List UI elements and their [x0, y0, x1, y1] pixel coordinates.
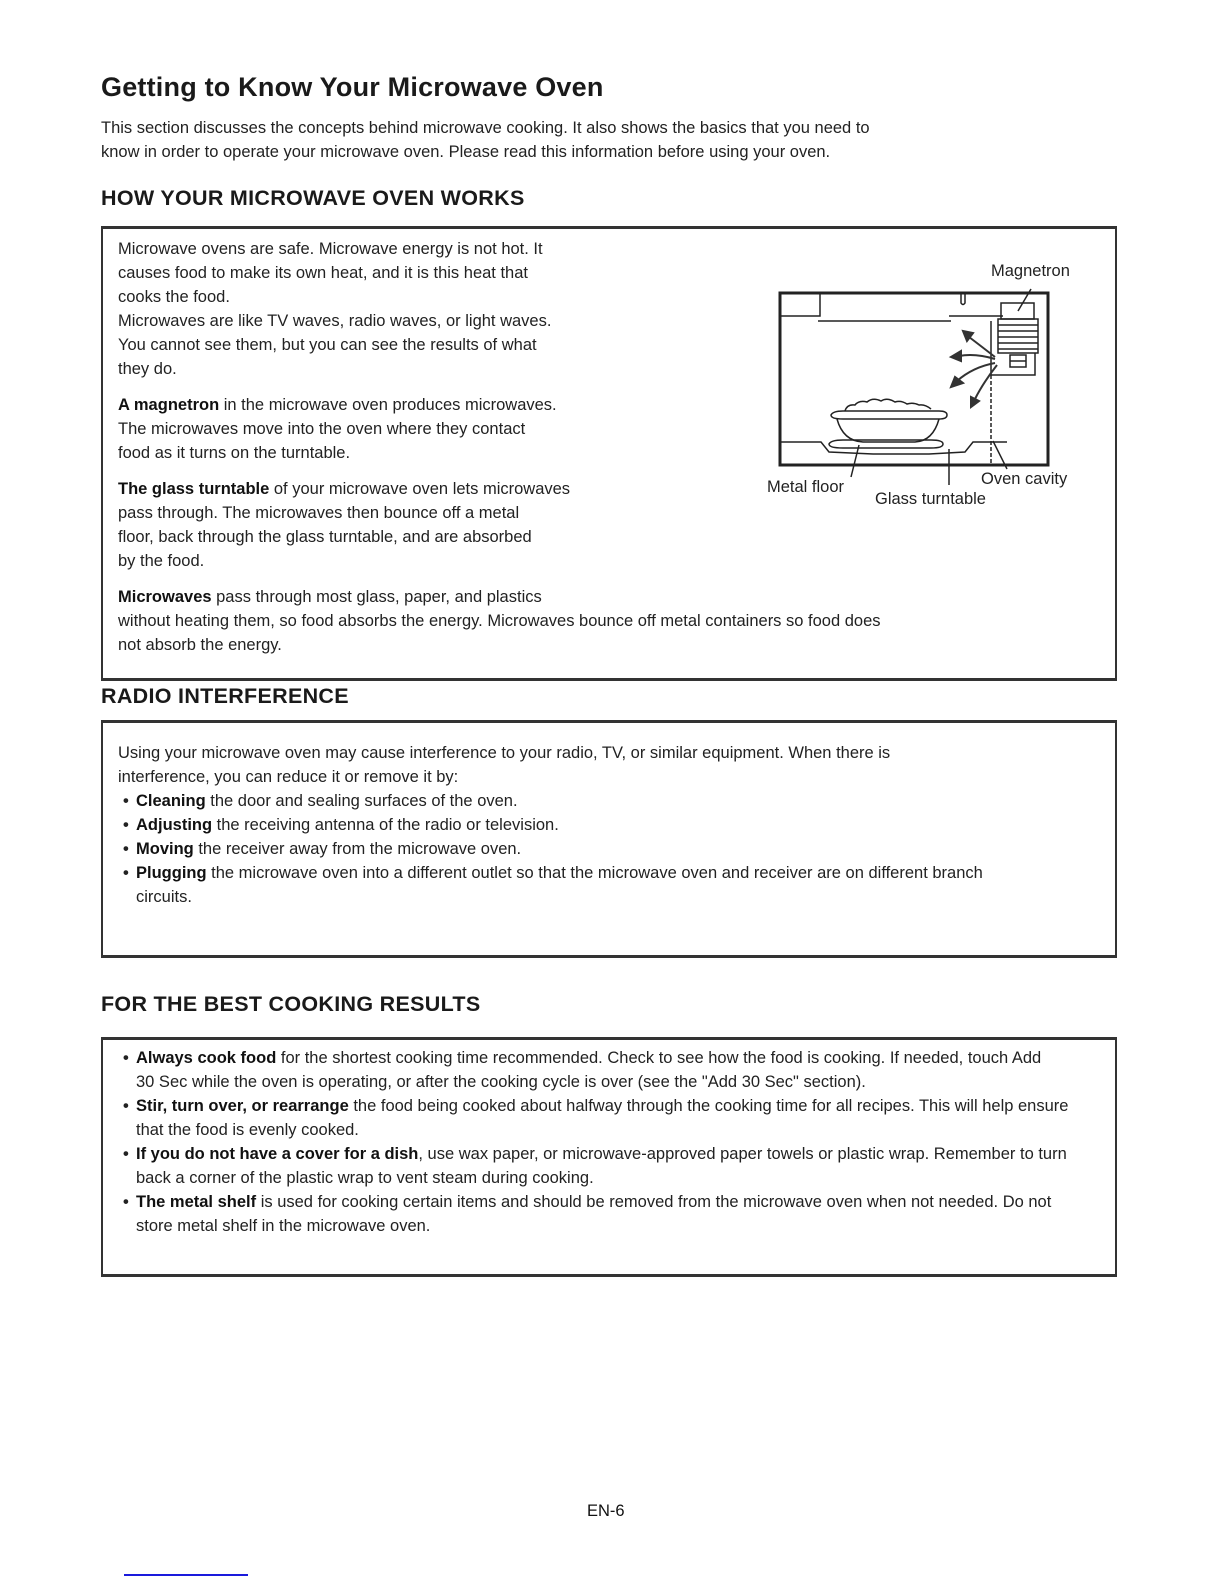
- list-item: [118, 837, 1108, 861]
- intro-line: know in order to operate your microwave oven. Please read this information before using your oven.: [101, 143, 831, 161]
- bold-term: If you do not have a cover for a dish: [136, 1145, 419, 1163]
- best-results-box: [101, 1037, 1117, 1277]
- text-span: the receiver away from the microwave oven.: [193, 840, 522, 858]
- text-span: the door and sealing surfaces of the oven.: [205, 792, 518, 810]
- bold-term: Plugging: [136, 864, 207, 882]
- text-span: , use wax paper, or microwave-approved paper towels or plastic wrap. Remember to turn back a corner of the plastic wrap to vent steam during cooking.: [136, 1145, 1067, 1187]
- text-line: Microwaves are like TV waves, radio waves, or light waves.: [118, 312, 552, 330]
- text-line: Microwave ovens are safe. Microwave energy is not hot. It: [118, 240, 543, 258]
- text-line: by the food.: [118, 552, 205, 570]
- text-span: is used for cooking certain items and should be removed from the microwave oven when not needed. Do not store metal shelf in the microwave oven.: [136, 1193, 1052, 1235]
- radio-interference-box: [101, 720, 1117, 958]
- text-span: the food being cooked about halfway through the cooking time for all recipes. This will help ensure that the food is evenly cooked.: [136, 1097, 1069, 1139]
- text-span: for the shortest cooking time recommended. Check to see how the food is cooking. If needed, touch Add 30 Sec while the oven is operating, or after the cooking cycle is over (see the "Add 30 Sec" section).: [136, 1049, 1042, 1091]
- paragraph-turntable: [118, 477, 678, 573]
- section-heading-best-results: FOR THE BEST COOKING RESULTS: [101, 992, 481, 1016]
- text-line: [118, 393, 678, 417]
- text-line: not absorb the energy.: [118, 636, 282, 654]
- text-line: interference, you can reduce it or remove it by:: [118, 768, 459, 786]
- bold-term: The glass turntable: [118, 480, 270, 498]
- bold-term: Adjusting: [136, 816, 213, 834]
- label-magnetron: Magnetron: [991, 262, 1070, 280]
- text-line: causes food to make its own heat, and it is this heat that: [118, 264, 528, 282]
- bold-term: Cleaning: [136, 792, 206, 810]
- list-item: [118, 1142, 1078, 1190]
- label-oven-cavity: Oven cavity: [981, 470, 1068, 488]
- text-line: cooks the food.: [118, 288, 230, 306]
- list-item: [118, 1046, 1078, 1094]
- bold-term: The metal shelf: [136, 1193, 257, 1211]
- text-span: in the microwave oven produces microwaves.: [219, 396, 557, 414]
- paragraph-safety: [118, 237, 678, 381]
- text-line: The microwaves move into the oven where they contact: [118, 420, 526, 438]
- oven-cross-section-icon: [763, 259, 1093, 519]
- list-item: [118, 789, 1108, 813]
- tips-list: [118, 1046, 1078, 1238]
- intro-paragraph: [101, 116, 1021, 164]
- bold-term: Microwaves: [118, 588, 212, 606]
- label-glass-turntable: Glass turntable: [875, 490, 986, 508]
- bold-term: Moving: [136, 840, 194, 858]
- link-underline[interactable]: [124, 1574, 248, 1576]
- text-line: without heating them, so food absorbs the energy. Microwaves bounce off metal containers so food does: [118, 612, 881, 630]
- paragraph-magnetron: [118, 393, 678, 465]
- bold-term: Always cook food: [136, 1049, 277, 1067]
- text-line: [118, 585, 1108, 609]
- list-item: [118, 1190, 1078, 1238]
- text-line: [118, 477, 678, 501]
- text-span: the receiving antenna of the radio or television.: [212, 816, 559, 834]
- list-item: [118, 861, 1108, 909]
- text-line: Using your microwave oven may cause interference to your radio, TV, or similar equipment. When there is: [118, 744, 891, 762]
- paragraph-microwaves: [118, 585, 1108, 657]
- text-span: pass through most glass, paper, and plastics: [211, 588, 542, 606]
- list-item: [118, 813, 1108, 837]
- bold-term: A magnetron: [118, 396, 220, 414]
- text-line: they do.: [118, 360, 177, 378]
- section-heading-radio-interference: RADIO INTERFERENCE: [101, 684, 349, 708]
- intro-line: This section discusses the concepts behind microwave cooking. It also shows the basics that you need to: [101, 119, 870, 137]
- how-it-works-box: [101, 226, 1117, 681]
- bold-term: Stir, turn over, or rearrange: [136, 1097, 349, 1115]
- radio-interference-content: [118, 741, 1108, 909]
- remedy-list: [118, 789, 1108, 909]
- text-span: the microwave oven into a different outlet so that the microwave oven and receiver are on different branch circuits.: [136, 864, 983, 906]
- text-line: pass through. The microwaves then bounce off a metal: [118, 504, 520, 522]
- page-number: EN-6: [587, 1502, 625, 1520]
- microwave-oven-diagram: [763, 259, 1093, 519]
- text-line: You cannot see them, but you can see the results of what: [118, 336, 537, 354]
- label-metal-floor: Metal floor: [767, 478, 845, 496]
- section-heading-how-it-works: HOW YOUR MICROWAVE OVEN WORKS: [101, 186, 525, 210]
- page-title: Getting to Know Your Microwave Oven: [101, 72, 604, 102]
- text-span: of your microwave oven lets microwaves: [269, 480, 571, 498]
- text-line: floor, back through the glass turntable, and are absorbed: [118, 528, 532, 546]
- list-item: [118, 1094, 1078, 1142]
- text-line: food as it turns on the turntable.: [118, 444, 351, 462]
